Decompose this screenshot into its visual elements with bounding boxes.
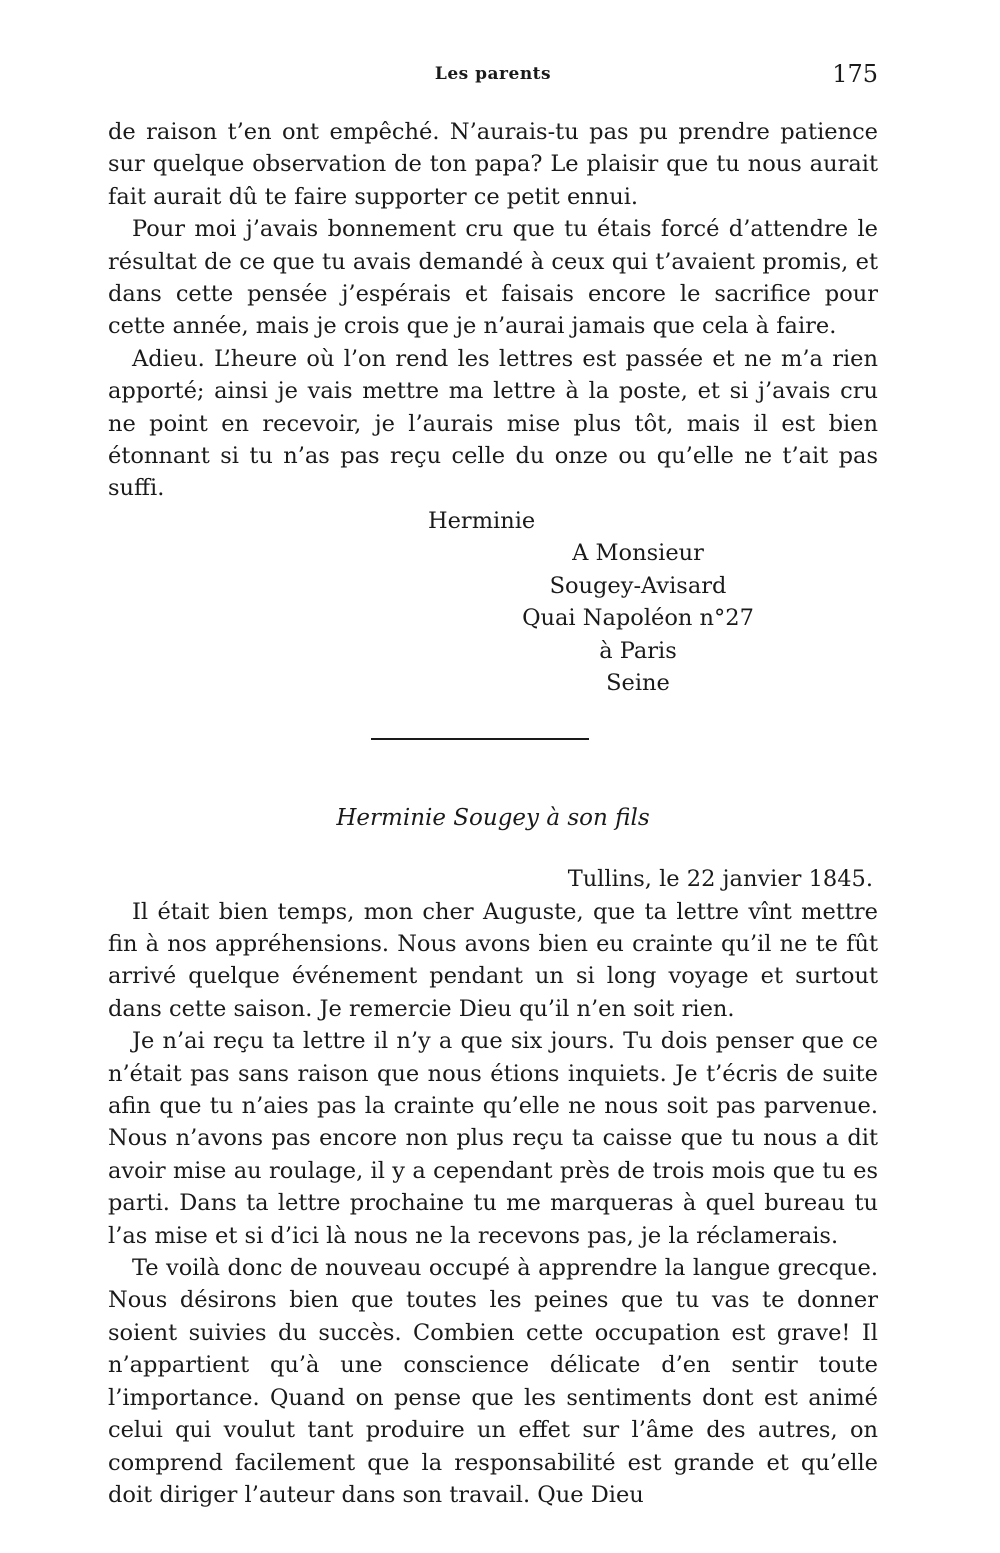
address-line: A Monsieur (572, 540, 704, 567)
page-number: 175 (832, 60, 878, 88)
paragraph: Pour moi j’avais bonnement cru que tu étais forcé d’attendre le résultat de ce que tu avais demandé à ceux qui t’avaient promis, et dans cette pensée j’espérais et faisais encore le sacrifice pour cette année, mais je crois que je n’aurai jamais que cela à faire. (108, 216, 878, 340)
signature: Herminie (428, 507, 536, 534)
running-head (108, 62, 878, 92)
address-block (108, 537, 878, 700)
address-line: Quai Napoléon n°27 (522, 605, 754, 632)
letter-date: Tullins, le 22 janvier 1845. (567, 866, 873, 893)
letter-heading: Herminie Sougey à son fils (336, 804, 650, 831)
paragraph: Il était bien temps, mon cher Auguste, que ta lettre vînt mettre fin à nos appréhensions. Nous avons bien eu crainte qu’il ne te fût arrivé quelque événement pendant un si long voyage et surtout dans cette saison. Je remercie Dieu qu’il n’en soit rien. (108, 898, 878, 1022)
address-line: à Paris (599, 637, 677, 664)
address-line: Seine (606, 670, 670, 697)
address-line: Sougey-Avisard (549, 572, 727, 599)
paragraph: Je n’ai reçu ta lettre il n’y a que six jours. Tu dois penser que ce n’était pas sans raison que nous étions inquiets. Je t’écris de suite afin que tu n’aies pas la crainte qu’elle ne nous soit pas parvenue. Nous n’avons pas encore non plus reçu ta caisse que tu nous a dit avoir mise au roulage, il y a cependant près de trois mois que tu es parti. Dans ta lettre prochaine tu me marqueras à quel bureau tu l’as mise et si d’ici là nous ne la recevons pas, je la réclamerais. (108, 1028, 878, 1249)
body-text (108, 116, 878, 1511)
running-title: Les parents (434, 64, 552, 84)
paragraph: Te voilà donc de nouveau occupé à apprendre la langue grecque. Nous désirons bien que toutes les peines que tu vas te donner soient suivies du succès. Combien cette occupation est grave! Il n’appartient qu’à une conscience délicate d’en sentir toute l’importance. Quand on pense que les sentiments dont est animé celui qui voulut tant produire un effet sur l’âme des autres, on comprend facilement que la responsabilité est grande et qu’elle doit diriger l’auteur dans son travail. Que Dieu (108, 1255, 878, 1508)
section-divider (371, 738, 589, 740)
paragraph: de raison t’en ont empêché. N’aurais-tu pas pu prendre patience sur quelque observation de ton papa? Le plaisir que tu nous aurait fait aurait dû te faire supporter ce petit ennui. (108, 119, 878, 210)
paragraph: Adieu. L’heure où l’on rend les lettres est passée et ne m’a rien apporté; ainsi je vais mettre ma lettre à la poste, et si j’avais cru ne point en recevoir, je l’aurais mise plus tôt, mais il est bien étonnant si tu n’as pas reçu celle du onze ou qu’elle ne t’ait pas suffi. (108, 345, 878, 502)
